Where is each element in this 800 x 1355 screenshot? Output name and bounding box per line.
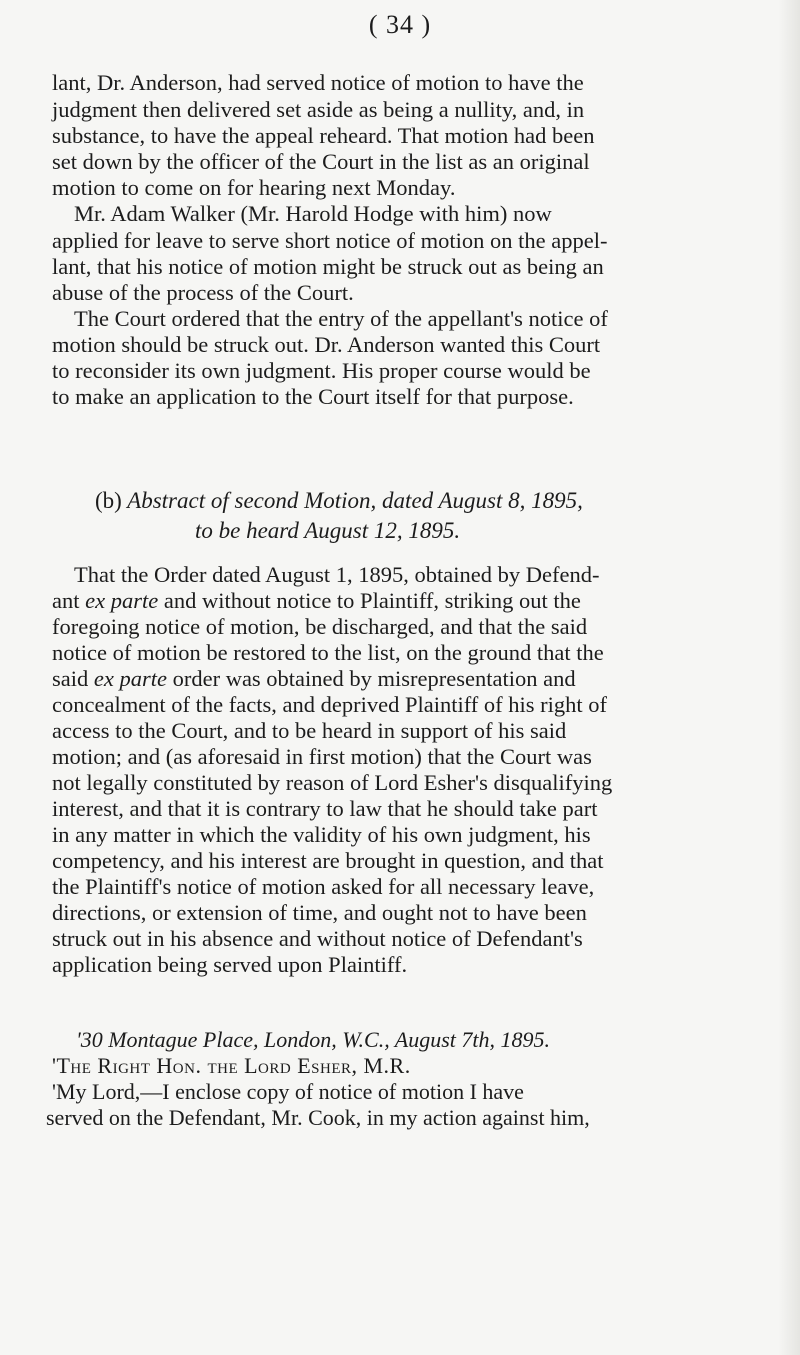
section-title-line2: to be heard August 12, 1895. [195,518,461,543]
text-line: interest, and that it is contrary to law that he should take part [52,796,598,821]
letter-body-line: 'My Lord,—I enclose copy of notice of motion I have [52,1079,524,1104]
text-line: foregoing notice of motion, be discharged, and that the said [52,614,588,639]
text-line: lant, Dr. Anderson, had served notice of motion to have the [52,70,584,95]
text-line: to reconsider its own judgment. His proper course would be [52,358,591,383]
text-line: in any matter in which the validity of his own judgment, his [52,822,591,847]
text-line: motion; and (as aforesaid in first motion) that the Court was [52,744,592,769]
text-line: The Court ordered that the entry of the appellant's notice of [74,306,608,331]
text-line: judgment then delivered set aside as being a nullity, and, in [52,97,585,122]
text-line: the Plaintiff's notice of motion asked for all necessary leave, [52,874,595,899]
text-line: motion to come on for hearing next Monday. [52,175,456,200]
text-line: notice of motion be restored to the list, on the ground that the [52,640,604,665]
text-line: struck out in his absence and without notice of Defendant's [52,926,583,951]
text-line: substance, to have the appeal reheard. That motion had been [52,123,595,148]
text-line: competency, and his interest are brought in question, and that [52,848,604,873]
section-title-line1: Abstract of second Motion, dated August 8, 1895, [127,488,583,513]
text-line: motion should be struck out. Dr. Anderson wanted this Court [52,332,601,357]
latin-phrase: ex parte [85,588,159,613]
text-line: Mr. Adam Walker (Mr. Harold Hodge with him) now [74,201,552,226]
letter-body-line: served on the Defendant, Mr. Cook, in my action against him, [46,1105,590,1130]
letter-address: '30 Montague Place, London, W.C., August 7th, 1895. [76,1027,551,1052]
text-line: ant ex parte and without notice to Plaintiff, striking out the [52,588,581,613]
text-line: applied for leave to serve short notice of motion on the appel- [52,228,608,253]
text-line: directions, or extension of time, and ought not to have been [52,900,587,925]
text-line: not legally constituted by reason of Lord Esher's disqualifying [52,770,613,795]
latin-phrase: ex parte [93,666,167,691]
letter-addressee: 'The Right Hon. the Lord Esher, M.R. [52,1053,411,1078]
text-line: set down by the officer of the Court in the list as an original [52,149,590,174]
text-line: access to the Court, and to be heard in support of his said [52,718,567,743]
text-line: That the Order dated August 1, 1895, obtained by Defend- [74,562,600,587]
text-line: said ex parte order was obtained by misrepresentation and [52,666,576,691]
text-line: lant, that his notice of motion might be struck out as being an [52,254,604,279]
page-edge-shadow [778,0,800,1355]
section-marker: (b) [95,488,122,513]
text-line: concealment of the facts, and deprived Plaintiff of his right of [52,692,608,717]
text-line: application being served upon Plaintiff. [52,952,408,977]
page-number: ( 34 ) [368,10,432,39]
text-line: to make an application to the Court itself for that purpose. [52,384,574,409]
text-line: abuse of the process of the Court. [52,280,354,305]
